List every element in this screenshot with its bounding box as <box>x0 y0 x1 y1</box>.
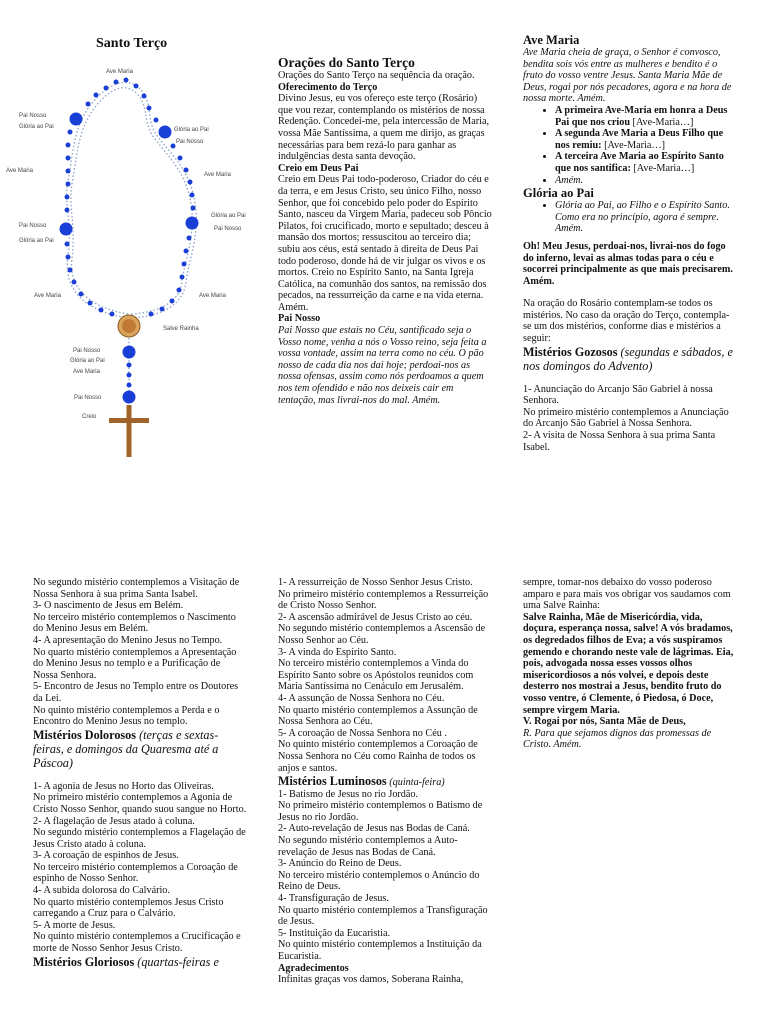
text-line: 5- Encontro de Jesus no Templo entre os Doutores da Lei. <box>33 681 239 704</box>
label-pai-nosso: Pai Nosso <box>19 223 47 229</box>
prayers-column-1 <box>278 55 492 406</box>
label-pai-nosso: Pai Nosso <box>176 139 204 145</box>
text-line: No quinto mistério contemplemos a Coroação de Nossa Senhora no Céu como Rainha de todos os anjos e santos. <box>278 739 478 774</box>
text-line: 5- A coroação de Nossa Senhora no Céu . <box>278 727 447 739</box>
oferecimento-text: Divino Jesus, eu vos ofereço este terço (Rosário) que vou rezar, contemplando os mistérios de nossa Redenção. Concedei-me, pela intercessão de Maria, vossa Mãe Santíssima, a quem me dirijo, as graças necessárias para bem rezá-lo para ganhar as indulgências desta santa devoção. <box>278 93 490 163</box>
label-ave-maria: Ave Maria <box>199 293 226 299</box>
label-gloria: Glória ao Pai <box>70 358 105 364</box>
luminosos-days: (quinta-feira) <box>389 777 445 789</box>
text-line: No terceiro mistério contemplemos a Coroação de espinho de Nosso Senhor. <box>33 861 238 885</box>
luminosos-heading: Mistérios Luminosos <box>278 774 387 789</box>
label-creio: Creio <box>82 414 97 420</box>
text-line: 4- Transfiguração de Jesus. <box>278 893 389 905</box>
ave-maria-text: Ave Maria cheia de graça, o Senhor é convosco, bendita sois vós entre as mulheres e bendito é o fruto do vosso ventre Jesus. Santa Maria Mãe de Deus, rogai por nós pecadores, agora e na hora de nossa morte. Amém. <box>523 47 732 105</box>
pai-nosso-bead <box>186 217 199 230</box>
rosary-chain-inner <box>71 88 192 314</box>
text-line: 5- Instituição da Eucaristia. <box>278 927 391 939</box>
rosary-diagram <box>6 62 252 482</box>
pai-nosso-bead <box>123 346 136 359</box>
label-ave-maria: Ave Maria <box>106 69 133 75</box>
text-line: No segundo mistério contemplemos a Visitação de Nossa Senhora à sua prima Santa Isabel. <box>33 577 240 600</box>
rosary-title: Santo Terço <box>96 36 168 51</box>
text-line: No quarto mistério contemplemos a Apresentação do Menino Jesus no templo e a Purificação de Nossa Senhora. <box>33 646 237 681</box>
gozosos-1: 1- Anunciação do Arcanjo São Gabriel à nossa Senhora. <box>523 383 713 407</box>
list-item: • Amém. <box>555 175 735 187</box>
text-line: 5- A morte de Jesus. <box>33 919 116 931</box>
text-line: No quinto mistério contemplemos a Instituição da Eucaristia. <box>278 939 482 962</box>
gloriosos-heading: Mistérios Gloriosos <box>33 954 135 969</box>
list-item: • A terceira Ave Maria ao Espírito Santo que nos santifica: [Ave-Maria…] <box>555 151 735 174</box>
pai-nosso-bead <box>60 223 73 236</box>
text-line: 2- A ascensão admirável de Jesus Cristo ao céu. <box>278 611 473 623</box>
text-line: 2- Auto-revelação de Jesus nas Bodas de Caná. <box>278 823 470 835</box>
text-line: 2- A flagelação de Jesus atado à coluna. <box>33 815 195 827</box>
dolorosos-days: (terças e sextas-feiras, e domingos da Quaresma até a Páscoa) <box>33 727 219 770</box>
versicle-text: V. Rogai por nós, Santa Mãe de Deus, <box>523 716 686 728</box>
label-gloria: Glória ao Pai <box>19 238 54 244</box>
rosario-intro-text: Na oração do Rosário contemplam-se todos os mistérios. No caso da oração do Terço, contempla-se um dos mistérios, conforme dias e mistérios a seguir: <box>523 298 730 345</box>
prayers-column-5 <box>523 577 735 751</box>
gozosos-1-contemplation: No primeiro mistério contemplemos a Anunciação do Arcanjo São Gabriel à Nossa Senhora. <box>523 406 729 430</box>
gozosos-days: (segundas e sábados, e nos domingos do Advento) <box>523 344 733 373</box>
gloria-bead <box>159 126 172 139</box>
ave-maria-beads <box>65 78 196 388</box>
gloriosos-days: (quartas-feiras e <box>137 954 219 969</box>
text-line: 4- A subida dolorosa do Calvário. <box>33 885 170 897</box>
text-line: No quarto mistério contemplemos a Transfiguração de Jesus. <box>278 904 488 928</box>
pai-nosso-bead <box>123 391 136 404</box>
list-item: • Glória ao Pai, ao Filho e o Espírito Santo. Como era no princípio, agora é sempre. Amém. <box>555 200 735 235</box>
label-pai-nosso: Pai Nosso <box>19 113 47 119</box>
label-pai-nosso: Pai Nosso <box>214 226 242 232</box>
pai-nosso-heading: Pai Nosso <box>278 313 321 325</box>
cross-icon <box>127 405 132 457</box>
text-line: No terceiro mistério contemplemos o Anúncio do Reino de Deus. <box>278 869 480 893</box>
pai-nosso-text: Pai Nosso que estais no Céu, santificado seja o Vosso nome, venha a nós o Vosso reino, seja feita a vossa vontade, assim na terra como no céu. O pão nosso de cada dia nos dai hoje; perdoai-nos as nossa ofensas, assim como nós perdoamos a quem nos tem ofendido e não nos deixeis cair em tentação, mas livrai-nos do mal. Amém. <box>278 325 487 406</box>
rosary-chain <box>67 83 197 318</box>
text-line: 3- Anúncio do Reino de Deus. <box>278 858 402 870</box>
text-line: No segundo mistério contemplemos a Flagelação de Jesus Cristo atado à coluna. <box>33 827 246 850</box>
gozosos-heading: Mistérios Gozosos <box>523 344 618 359</box>
text-line: 4- A assunção de Nossa Senhora no Céu. <box>278 692 445 704</box>
salve-rainha-text: Salve Rainha, Mãe de Misericórdia, vida, doçura, esperança nossa, salve! A vós bradamos, os degredados filhos de Eva; a vós suspiramos gemendo e chorando neste vale de lágrimas. Eia, pois, advogada nossa esses vossos olhos misericordiosos a nós volvei, e depois deste desterro nos mostrai a Jesus, bendito fruto do vosso ventre, ó Clemente, ó Piedosa, ó Doce, sempre virgem Maria. <box>523 611 734 716</box>
gozosos-2: 2- A visita de Nossa Senhora à sua prima Santa Isabel. <box>523 430 716 453</box>
text-line: 3- A vinda do Espírito Santo. <box>278 646 397 658</box>
text-line: 1- A ressurreição de Nosso Senhor Jesus Cristo. <box>278 577 473 588</box>
prayers-column-3 <box>33 577 247 969</box>
text-line: 1- Batismo de Jesus no rio Jordão. <box>278 788 419 800</box>
ave-maria-list <box>523 105 735 186</box>
label-salve-rainha: Salve Rainha <box>163 326 199 332</box>
text-line: No segundo mistério contemplemos a Ascensão de Nosso Senhor ao Céu. <box>278 623 486 646</box>
label-ave-maria: Ave Maria <box>6 168 33 174</box>
prayers-column-4 <box>278 577 492 986</box>
salve-intro-text: sempre, tomar-nos debaixo do vosso poderoso amparo e para mais vos obrigar vos saudamos com uma Salve Rainha: <box>523 577 731 612</box>
label-gloria: Glória ao Pai <box>19 124 54 130</box>
text-line: No terceiro mistério contemplemos o Nascimento do Menino Jesus em Belém. <box>33 611 236 635</box>
label-ave-maria: Ave Maria <box>34 293 61 299</box>
dolorosos-heading: Mistérios Dolorosos <box>33 727 137 742</box>
oh-meu-jesus-text: Oh! Meu Jesus, perdoai-nos, livrai-nos do fogo do inferno, levai as almas todas para o céu e socorrei principalmente as que mais precisarem. Amém. <box>523 240 733 287</box>
label-gloria: Glória ao Pai <box>211 213 246 219</box>
oferecimento-heading: Oferecimento do Terço <box>278 81 378 93</box>
creio-heading: Creio em Deus Pai <box>278 162 359 174</box>
text-line: No segundo mistério contemplemos a Auto-revelação de Jesus nas Bodas de Caná. <box>278 835 458 858</box>
text-line: No terceiro mistério contemplemos a Vinda do Espírito Santo sobre os Apóstolos reunidos com Maria Santíssima no Cenáculo em Jerusalém. <box>278 658 474 693</box>
text-line: No quarto mistério contemplemos Jesus Cristo carregando a Cruz para o Calvário. <box>33 896 224 920</box>
agradecimentos-heading: Agradecimentos <box>278 962 349 974</box>
label-pai-nosso: Pai Nosso <box>73 348 101 354</box>
gloria-list <box>523 200 735 235</box>
text-line: No quinto mistério contemplemos a Perda e o Encontro do Menino Jesus no templo. <box>33 704 220 728</box>
section-title: Orações do Santo Terço <box>278 55 415 70</box>
label-pai-nosso: Pai Nosso <box>74 395 102 401</box>
text-line: 3- A coroação de espinhos de Jesus. <box>33 850 179 862</box>
text-line: No primeiro mistério contemplemos a Agonia de Cristo Nosso Senhor, quando suou sangue no Horto. <box>33 792 247 815</box>
text-line: No quinto mistério contemplemos a Crucificação e morte de Nosso Senhor Jesus Cristo. <box>33 931 241 955</box>
agradecimentos-text: Infinitas graças vos damos, Soberana Rainha, <box>278 974 464 986</box>
intro-text: Orações do Santo Terço na sequência da oração. <box>278 70 475 81</box>
label-ave-maria: Ave Maria <box>204 172 231 178</box>
creio-text: Creio em Deus Pai todo-poderoso, Criador do céu e da terra, e em Jesus Cristo, seu único Filho, nosso Senhor, que foi concebido pelo poder do Espírito Santo, nasceu da Virgem Maria, padeceu sob Pôncio Pilatos, foi crucificado, morto e sepultado; desceu à mansão dos mortos; ressuscitou ao terceiro dia; subiu aos céus, está sentado à direita de Deus Pai todo poderoso, donde há de vir julgar os vivos e os mortos. Creio no Espírito Santo, na Santa Igreja Católica, na comunhão dos santos, na remissão dos pecados, na ressurreição da carne e na vida eterna. Amém. <box>278 174 492 313</box>
prayers-column-2 <box>523 33 735 453</box>
gloria-heading: Glória ao Pai <box>523 186 594 201</box>
list-item: • A segunda Ave Maria a Deus Filho que nos remiu: [Ave-Maria…] <box>555 128 735 151</box>
label-ave-maria: Ave Maria <box>73 369 100 375</box>
text-line: 3- O nascimento de Jesus em Belém. <box>33 600 184 612</box>
text-line: No primeiro mistério contemplemos a Ressurreição de Cristo Nosso Senhor. <box>278 588 489 612</box>
text-line: 1- A agonia de Jesus no Horto das Oliveiras. <box>33 780 214 792</box>
label-gloria: Glória ao Pai <box>174 127 209 133</box>
text-line: 4- A apresentação do Menino Jesus no Tempo. <box>33 634 223 646</box>
ave-maria-heading: Ave Maria <box>523 33 580 47</box>
pai-nosso-bead <box>70 113 83 126</box>
text-line: No quarto mistério contemplemos a Assunção de Nossa Senhora ao Céu. <box>278 704 478 728</box>
response-text: R. Para que sejamos dignos das promessas de Cristo. Amém. <box>523 727 712 751</box>
list-item: • A primeira Ave-Maria em honra a Deus Pai que nos criou [Ave-Maria…] <box>555 105 735 128</box>
text-line: No primeiro mistério contemplemos o Batismo de Jesus no rio Jordão. <box>278 800 483 823</box>
